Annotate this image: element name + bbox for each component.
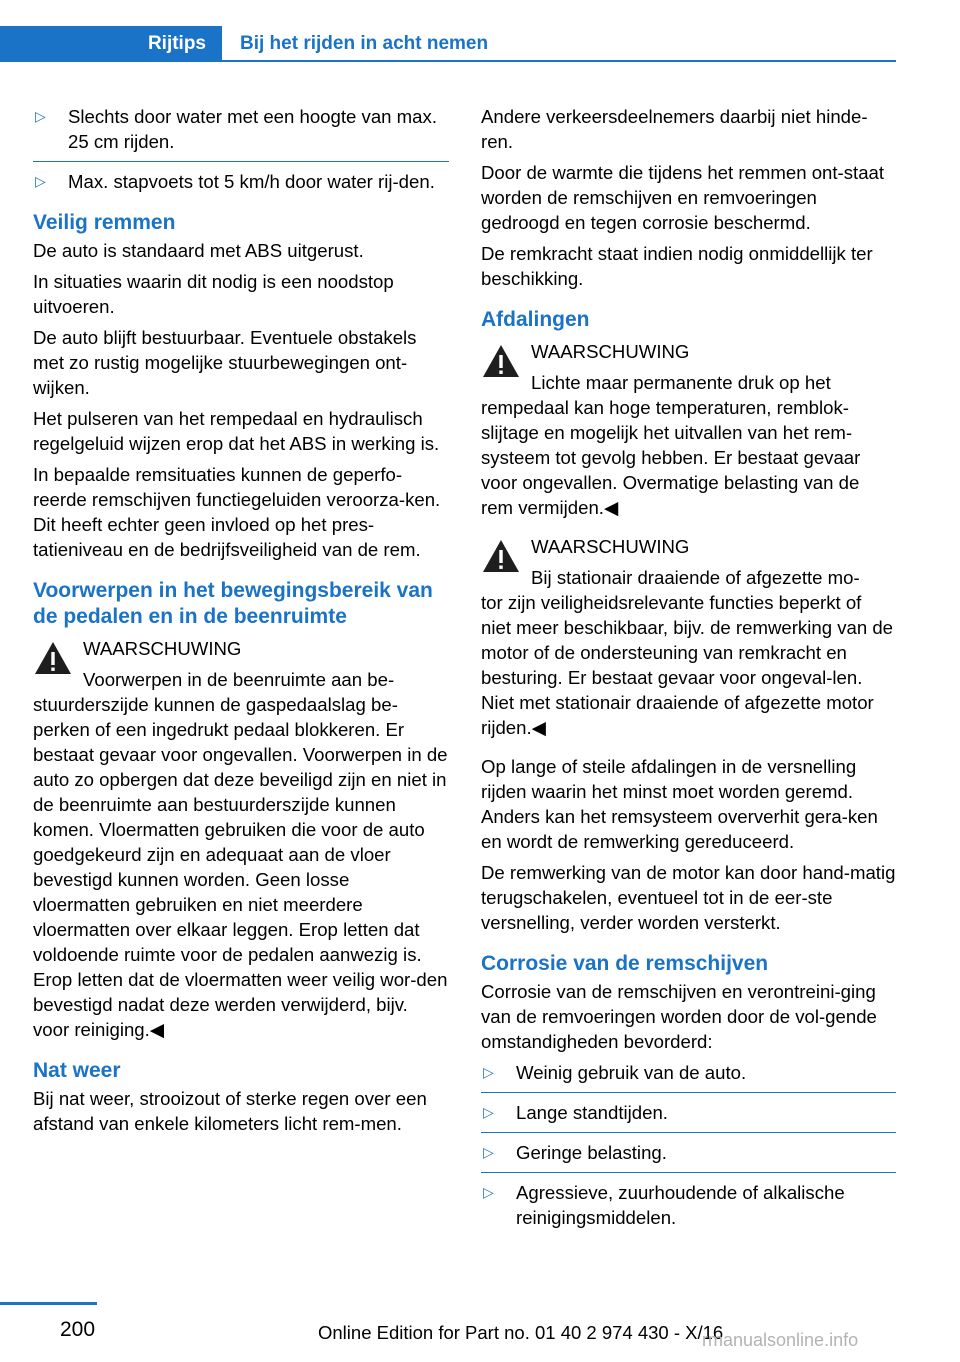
- page-header: [0, 26, 896, 62]
- warning-text: tor zijn veiligheidsrelevante functies beperkt of niet meer beschikbaar, bijv. de remwerking van de motor of de ondersteuning van remkracht en besturing. Er bestaat gevaar voor ongeval‐len. Niet met stationair draaiende of afgezette motor rijden.◀: [481, 592, 894, 738]
- warning-text: stuurderszijde kunnen de gaspedaalslag be‐perken of een ingedrukt pedaal blokkeren. Er bestaat gevaar voor ongevallen. Voorwerpen in de auto zo opbergen dat deze beveiligd zijn en niet in de beenruimte aan bestuurderszijde kunnen komen. Vloermatten gebruiken die voor de auto goedgekeurd zijn en adequaat aan de vloer bevestigd kunnen worden. Geen losse vloermatten gebruiken en niet meerdere vloermatten over elkaar leggen. Erop letten dat voldoende ruimte voor de pedalen aanwezig is. Erop letten dat de vloermatten weer veilig wor‐den bevestigd nadat deze werden verwijderd, bijv. voor reiniging.◀: [33, 694, 448, 1040]
- list-item-text: Lange standtijden.: [516, 1102, 668, 1123]
- triangle-right-icon: ▷: [35, 108, 46, 124]
- paragraph: De auto is standaard met ABS uitgerust.: [33, 240, 364, 261]
- paragraph: In bepaalde remsituaties kunnen de geperfo‐reerde remschijven functiegeluiden veroorza‐ken. Dit heeft echter geen invloed op het pres‐tatieniveau en de bedrijfsveiligheid van de rem.: [33, 464, 441, 560]
- paragraph: Bij nat weer, strooizout of sterke regen over een afstand van enkele kilometers licht rem‐men.: [33, 1088, 427, 1134]
- warning-triangle-icon: [481, 534, 531, 590]
- triangle-right-icon: ▷: [483, 1104, 494, 1120]
- paragraph: De auto blijft bestuurbaar. Eventuele obstakels met zo rustig mogelijke stuurbewegingen ont‐wijken.: [33, 327, 417, 398]
- triangle-right-icon: ▷: [483, 1064, 494, 1080]
- list-item: [33, 104, 449, 154]
- page-number: 200: [60, 1318, 96, 1341]
- paragraph: Door de warmte die tijdens het remmen ont‐staat worden de remschijven en remvoeringen gedroogd en tegen corrosie beschermd.: [481, 162, 885, 233]
- divider: [481, 1172, 896, 1173]
- footer-rule: [0, 1302, 97, 1305]
- list-item-text: Weinig gebruik van de auto.: [516, 1062, 747, 1083]
- paragraph: Op lange of steile afdalingen in de versnelling rijden waarin het minst moet worden geremd. Anders kan het remsysteem oververhit gera‐ken en wordt de remwerking gereduceerd.: [481, 756, 878, 852]
- list-item: [481, 1060, 896, 1085]
- paragraph: Andere verkeersdeelnemers daarbij niet hinde‐ren.: [481, 106, 868, 152]
- list-item-text: Max. stapvoets tot 5 km/h door water rij‐den.: [68, 171, 435, 192]
- heading-veilig-remmen: Veilig remmen: [33, 211, 176, 234]
- warning-triangle-icon: [481, 339, 531, 395]
- triangle-right-icon: ▷: [35, 173, 46, 189]
- warning-text: rempedaal kan hoge temperaturen, remblok‐slijtage en mogelijk het uitvallen van het rem‐systeem tot gevolg hebben. Er bestaat gevaar voor ongevallen. Overmatige belasting van de rem vermijden.◀: [481, 397, 861, 518]
- list-item: [481, 1140, 896, 1165]
- list-item-text: Slechts door water met een hoogte van max. 25 cm rijden.: [68, 106, 437, 152]
- list-item: [481, 1180, 896, 1230]
- divider: [481, 1132, 896, 1133]
- triangle-right-icon: ▷: [483, 1184, 494, 1200]
- warning-title: WAARSCHUWING: [531, 536, 690, 557]
- list-item-text: Geringe belasting.: [516, 1142, 667, 1163]
- left-column: [33, 104, 449, 1142]
- warning-text: Bij stationair draaiende of afgezette mo‐: [531, 567, 860, 588]
- warning-block: [481, 534, 896, 740]
- heading-voorwerpen: Voorwerpen in het bewegingsbereik van de pedalen en in de beenruimte: [33, 579, 433, 628]
- edition-note: Online Edition for Part no. 01 40 2 974 430 - X/16: [318, 1322, 724, 1343]
- paragraph: Het pulseren van het rempedaal en hydraulisch regelgeluid wijzen erop dat het ABS in werking is.: [33, 408, 440, 454]
- warning-text: Lichte maar permanente druk op het: [531, 372, 831, 393]
- list-item-text: Agressieve, zuurhoudende of alkalische reinigingsmiddelen.: [516, 1182, 845, 1228]
- warning-title: WAARSCHUWING: [83, 638, 242, 659]
- chapter-tab[interactable]: Rijtips: [0, 26, 222, 62]
- list-item: [481, 1100, 896, 1125]
- warning-block: [33, 636, 449, 1042]
- paragraph: Corrosie van de remschijven en verontreini‐ging van de remvoeringen worden door de vol‐gende omstandigheden bevorderd:: [481, 981, 877, 1052]
- section-title: Bij het rijden in acht nemen: [240, 33, 489, 54]
- heading-nat-weer: Nat weer: [33, 1059, 121, 1082]
- header-rule: [222, 60, 896, 62]
- warning-title: WAARSCHUWING: [531, 341, 690, 362]
- warning-text: Voorwerpen in de beenruimte aan be‐: [83, 669, 395, 690]
- list-item: [33, 169, 449, 194]
- paragraph: De remwerking van de motor kan door hand‐matig terugschakelen, eventueel tot in de eer‐ste versnelling, verder worden versterkt.: [481, 862, 896, 933]
- triangle-right-icon: ▷: [483, 1144, 494, 1160]
- warning-block: [481, 339, 896, 520]
- divider: [33, 161, 449, 162]
- watermark: rmanualsonline.info: [702, 1330, 859, 1350]
- heading-afdalingen: Afdalingen: [481, 308, 590, 331]
- right-column: [481, 104, 896, 1237]
- paragraph: In situaties waarin dit nodig is een noodstop uitvoeren.: [33, 271, 394, 317]
- divider: [481, 1092, 896, 1093]
- paragraph: De remkracht staat indien nodig onmiddellijk ter beschikking.: [481, 243, 873, 289]
- warning-triangle-icon: [33, 636, 83, 692]
- heading-corrosie: Corrosie van de remschijven: [481, 952, 769, 975]
